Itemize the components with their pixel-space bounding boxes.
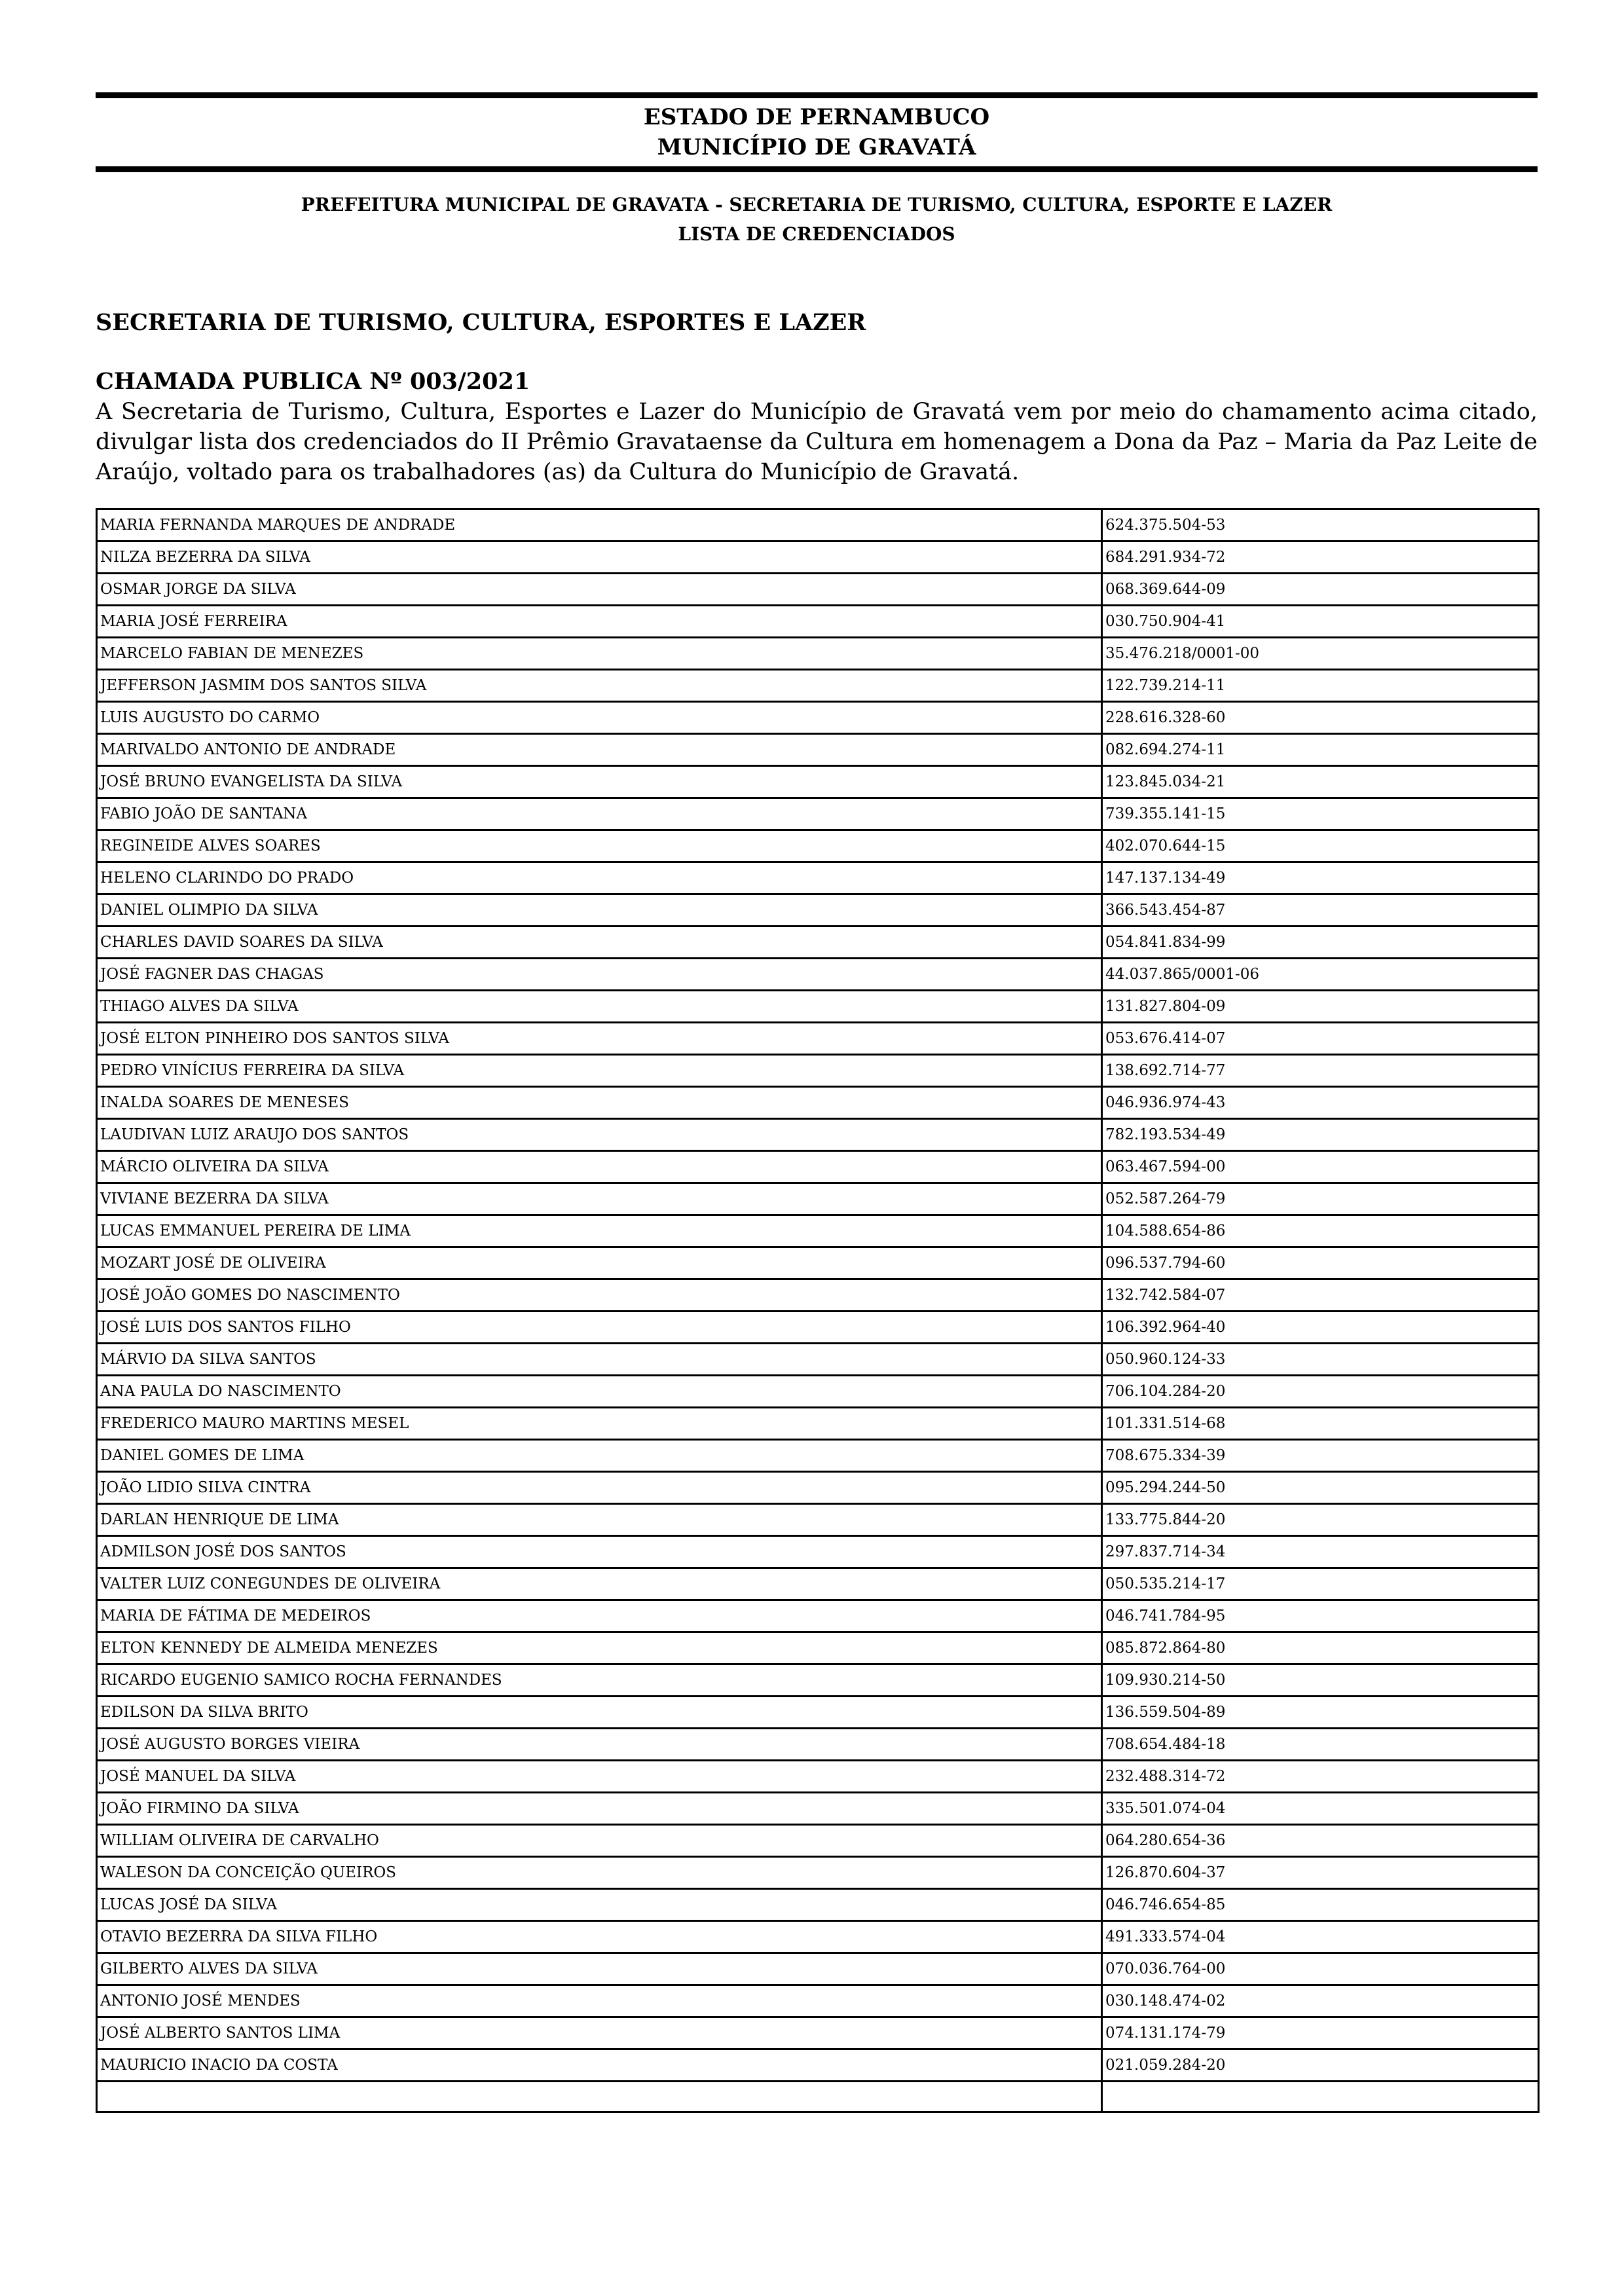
row-name-cell: FABIO JOÃO DE SANTANA [97,798,1102,830]
row-document-cell: 133.775.844-20 [1102,1504,1539,1536]
row-document-cell: 232.488.314-72 [1102,1761,1539,1793]
table-row [97,1697,1539,1729]
row-name-cell: MARIA FERNANDA MARQUES DE ANDRADE [97,509,1102,542]
row-name-cell: JOSÉ FAGNER DAS CHAGAS [97,959,1102,991]
table-row [97,1568,1539,1600]
row-document-cell: 106.392.964-40 [1102,1312,1539,1344]
row-document-cell: 126.870.604-37 [1102,1857,1539,1889]
row-name-cell: LUIS AUGUSTO DO CARMO [97,702,1102,734]
table-row [97,509,1539,542]
row-document-cell: 138.692.714-77 [1102,1055,1539,1087]
row-document-cell: 052.587.264-79 [1102,1183,1539,1215]
table-row [97,1985,1539,2017]
row-document-cell: 132.742.584-07 [1102,1279,1539,1312]
table-row [97,1536,1539,1568]
table-row [97,894,1539,927]
table-row [97,1312,1539,1344]
table-row [97,638,1539,670]
table-row [97,1055,1539,1087]
row-document-cell: 050.535.214-17 [1102,1568,1539,1600]
row-name-cell: JEFFERSON JASMIM DOS SANTOS SILVA [97,670,1102,702]
table-row [97,734,1539,766]
row-name-cell: DARLAN HENRIQUE DE LIMA [97,1504,1102,1536]
row-name-cell: MARIA JOSÉ FERREIRA [97,606,1102,638]
row-document-cell: 491.333.574-04 [1102,1921,1539,1953]
table-row [97,1119,1539,1151]
row-name-cell: GILBERTO ALVES DA SILVA [97,1953,1102,1985]
table-row [97,702,1539,734]
table-row [97,862,1539,894]
row-document-cell: 335.501.074-04 [1102,1793,1539,1825]
list-title: LISTA DE CREDENCIADOS [678,223,955,245]
row-name-cell: MÁRVIO DA SILVA SANTOS [97,1344,1102,1376]
table-row [97,1279,1539,1312]
municipality-line: MUNICÍPIO DE GRAVATÁ [657,134,976,160]
table-row [97,1023,1539,1055]
table-row [97,1408,1539,1440]
table-row [97,1664,1539,1697]
row-name-cell: JOSÉ LUIS DOS SANTOS FILHO [97,1312,1102,1344]
row-document-cell: 35.476.218/0001-00 [1102,638,1539,670]
table-row [97,574,1539,606]
table-row [97,2017,1539,2049]
row-document-cell: 082.694.274-11 [1102,734,1539,766]
table-row [97,1504,1539,1536]
row-name-cell: JOSÉ ALBERTO SANTOS LIMA [97,2017,1102,2049]
row-name-cell: MARCELO FABIAN DE MENEZES [97,638,1102,670]
table-row [97,1376,1539,1408]
header-top-rule [96,92,1538,98]
table-row [97,927,1539,959]
row-name-cell: VIVIANE BEZERRA DA SILVA [97,1183,1102,1215]
row-document-cell: 122.739.214-11 [1102,670,1539,702]
row-name-cell: DANIEL OLIMPIO DA SILVA [97,894,1102,927]
row-document-cell: 136.559.504-89 [1102,1697,1539,1729]
row-document-cell: 030.750.904-41 [1102,606,1539,638]
table-row [97,1183,1539,1215]
row-name-cell: MARIA DE FÁTIMA DE MEDEIROS [97,1600,1102,1632]
credentials-table-body [97,509,1539,2112]
row-document-cell: 297.837.714-34 [1102,1536,1539,1568]
table-row [97,1761,1539,1793]
row-document-cell: 147.137.134-49 [1102,862,1539,894]
row-name-cell: JOSÉ MANUEL DA SILVA [97,1761,1102,1793]
row-name-cell: CHARLES DAVID SOARES DA SILVA [97,927,1102,959]
state-line: ESTADO DE PERNAMBUCO [643,104,990,130]
row-document-cell: 063.467.594-00 [1102,1151,1539,1183]
row-name-cell: LAUDIVAN LUIZ ARAUJO DOS SANTOS [97,1119,1102,1151]
row-document-cell: 053.676.414-07 [1102,1023,1539,1055]
row-name-cell: JOSÉ BRUNO EVANGELISTA DA SILVA [97,766,1102,798]
table-row [97,1889,1539,1921]
row-document-cell: 684.291.934-72 [1102,542,1539,574]
row-name-cell: ANA PAULA DO NASCIMENTO [97,1376,1102,1408]
table-row [97,1921,1539,1953]
row-name-cell: MÁRCIO OLIVEIRA DA SILVA [97,1151,1102,1183]
row-name-cell: JOSÉ AUGUSTO BORGES VIEIRA [97,1729,1102,1761]
row-name-cell: WALESON DA CONCEIÇÃO QUEIROS [97,1857,1102,1889]
row-name-cell: HELENO CLARINDO DO PRADO [97,862,1102,894]
row-document-cell: 096.537.794-60 [1102,1247,1539,1279]
prefecture-line: PREFEITURA MUNICIPAL DE GRAVATA - SECRETARIA DE TURISMO, CULTURA, ESPORTE E LAZER [301,194,1333,215]
table-row [97,959,1539,991]
row-document-cell: 068.369.644-09 [1102,574,1539,606]
row-document-cell: 624.375.504-53 [1102,509,1539,542]
row-document-cell: 030.148.474-02 [1102,1985,1539,2017]
row-document-cell: 366.543.454-87 [1102,894,1539,927]
table-row [97,1793,1539,1825]
call-title: CHAMADA PUBLICA Nº 003/2021 [96,368,530,395]
table-row [97,606,1539,638]
row-name-cell [97,2082,1102,2112]
table-row [97,766,1539,798]
row-name-cell: JOSÉ ELTON PINHEIRO DOS SANTOS SILVA [97,1023,1102,1055]
row-document-cell: 095.294.244-50 [1102,1472,1539,1504]
row-document-cell: 074.131.174-79 [1102,2017,1539,2049]
row-name-cell: DANIEL GOMES DE LIMA [97,1440,1102,1472]
table-row [97,1857,1539,1889]
state-header [96,102,1538,162]
table-row [97,1344,1539,1376]
row-name-cell: EDILSON DA SILVA BRITO [97,1697,1102,1729]
row-document-cell: 402.070.644-15 [1102,830,1539,862]
row-document-cell: 104.588.654-86 [1102,1215,1539,1247]
row-name-cell: JOSÉ JOÃO GOMES DO NASCIMENTO [97,1279,1102,1312]
row-document-cell: 085.872.864-80 [1102,1632,1539,1664]
row-document-cell: 070.036.764-00 [1102,1953,1539,1985]
header-bottom-rule [96,166,1538,172]
table-row [97,1472,1539,1504]
table-row [97,1151,1539,1183]
row-name-cell: ELTON KENNEDY DE ALMEIDA MENEZES [97,1632,1102,1664]
row-document-cell: 708.675.334-39 [1102,1440,1539,1472]
row-name-cell: RICARDO EUGENIO SAMICO ROCHA FERNANDES [97,1664,1102,1697]
row-document-cell: 050.960.124-33 [1102,1344,1539,1376]
table-row [97,2082,1539,2112]
row-name-cell: OTAVIO BEZERRA DA SILVA FILHO [97,1921,1102,1953]
row-name-cell: ADMILSON JOSÉ DOS SANTOS [97,1536,1102,1568]
row-document-cell: 131.827.804-09 [1102,991,1539,1023]
table-row [97,670,1539,702]
row-name-cell: WILLIAM OLIVEIRA DE CARVALHO [97,1825,1102,1857]
row-document-cell: 109.930.214-50 [1102,1664,1539,1697]
row-document-cell: 44.037.865/0001-06 [1102,959,1539,991]
row-document-cell: 228.616.328-60 [1102,702,1539,734]
table-row [97,1087,1539,1119]
row-document-cell: 739.355.141-15 [1102,798,1539,830]
row-name-cell: THIAGO ALVES DA SILVA [97,991,1102,1023]
row-document-cell: 064.280.654-36 [1102,1825,1539,1857]
row-document-cell: 046.936.974-43 [1102,1087,1539,1119]
table-row [97,1215,1539,1247]
table-row [97,830,1539,862]
document-subheader [96,190,1538,249]
table-row [97,2049,1539,2082]
intro-paragraph: A Secretaria de Turismo, Cultura, Esportes e Lazer do Município de Gravatá vem por meio do chamamento acima citado, divulgar lista dos credenciados do II Prêmio Gravataense da Cultura em homenagem a Dona da Paz – Maria da Paz Leite de Araújo, voltado para os trabalhadores (as) da Cultura do Município de Gravatá. [96,399,1538,485]
row-name-cell: MARIVALDO ANTONIO DE ANDRADE [97,734,1102,766]
row-name-cell: ANTONIO JOSÉ MENDES [97,1985,1102,2017]
row-document-cell [1102,2082,1539,2112]
table-row [97,1632,1539,1664]
row-name-cell: MAURICIO INACIO DA COSTA [97,2049,1102,2082]
table-row [97,1825,1539,1857]
row-name-cell: JOÃO FIRMINO DA SILVA [97,1793,1102,1825]
row-document-cell: 046.741.784-95 [1102,1600,1539,1632]
table-row [97,1247,1539,1279]
row-document-cell: 123.845.034-21 [1102,766,1539,798]
row-name-cell: JOÃO LIDIO SILVA CINTRA [97,1472,1102,1504]
row-document-cell: 021.059.284-20 [1102,2049,1539,2082]
row-name-cell: LUCAS JOSÉ DA SILVA [97,1889,1102,1921]
table-row [97,1600,1539,1632]
table-row [97,1953,1539,1985]
row-name-cell: OSMAR JORGE DA SILVA [97,574,1102,606]
section-title: SECRETARIA DE TURISMO, CULTURA, ESPORTES E LAZER [96,309,866,336]
row-name-cell: FREDERICO MAURO MARTINS MESEL [97,1408,1102,1440]
row-name-cell: MOZART JOSÉ DE OLIVEIRA [97,1247,1102,1279]
credentials-table [96,508,1540,2113]
table-row [97,991,1539,1023]
row-document-cell: 101.331.514-68 [1102,1408,1539,1440]
table-row [97,542,1539,574]
row-document-cell: 046.746.654-85 [1102,1889,1539,1921]
table-row [97,798,1539,830]
row-name-cell: PEDRO VINÍCIUS FERREIRA DA SILVA [97,1055,1102,1087]
row-name-cell: NILZA BEZERRA DA SILVA [97,542,1102,574]
row-document-cell: 706.104.284-20 [1102,1376,1539,1408]
table-row [97,1440,1539,1472]
table-row [97,1729,1539,1761]
row-name-cell: VALTER LUIZ CONEGUNDES DE OLIVEIRA [97,1568,1102,1600]
row-name-cell: REGINEIDE ALVES SOARES [97,830,1102,862]
row-document-cell: 708.654.484-18 [1102,1729,1539,1761]
row-name-cell: LUCAS EMMANUEL PEREIRA DE LIMA [97,1215,1102,1247]
row-document-cell: 054.841.834-99 [1102,927,1539,959]
row-document-cell: 782.193.534-49 [1102,1119,1539,1151]
row-name-cell: INALDA SOARES DE MENESES [97,1087,1102,1119]
